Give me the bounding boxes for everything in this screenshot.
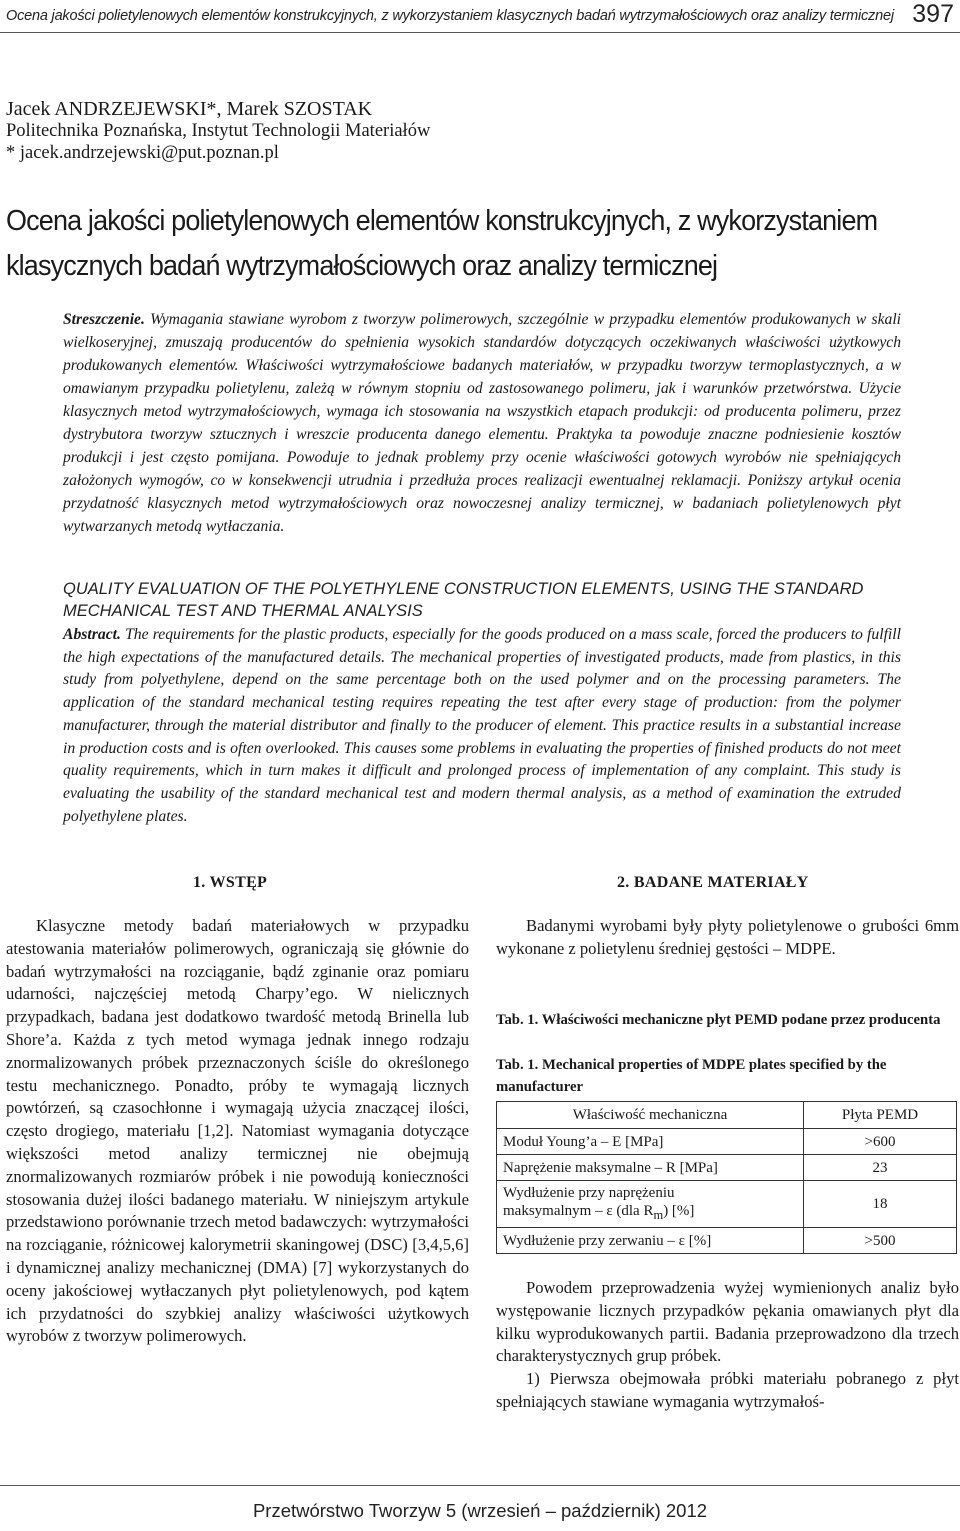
abstract-polish-lead: Streszczenie. (63, 311, 145, 328)
footer-rule (0, 1485, 960, 1486)
property-line1: Wydłużenie przy naprężeniu (503, 1185, 675, 1201)
abstract-english-lead: Abstract. (63, 626, 121, 643)
author-email: * jacek.andrzejewski@put.poznan.pl (6, 143, 279, 163)
abstract-polish-text: Wymagania stawiane wyrobom z tworzyw polimerowych, szczególnie w przypadku elementów produkowanych w skali wielkoseryjnej, zmuszają producentów do spełnienia wysokich standardów dotyczących oczekiwanych właściwości użytkowych produkowanych elementów. Właściwości wytrzymałościowe badanych materiałów, w przypadku tworzyw termoplastycznych, a w omawianym przypadku polietylenu, zależą w równym stopniu od zastosowanego polimeru, jak i warunków przetwórstwa. Użycie klasycznych metod wytrzymałościowych, wymaga ich stosowania na wszystkich etapach produkcji: od producenta polimeru, przez dystrybutora tworzyw sztucznych i wreszcie producenta danego elementu. Praktyka ta powoduje znaczne podniesienie kosztów produkcji i jest często pomijana. Powoduje to jednak problemy przy ocenie właściwości gotowych wyrobów nie spełniających założonych wymogów, co w konsekwencji utrudnia i przedłuża proces realizacji ewentualnej reklamacji. Poniższy artykuł ocenia przydatność klasycznych metod wytrzymałościowych oraz nowoczesnej analizy termicznej, w badaniach polietylenowych płyt wytwarzanych metodą wytłaczania. (63, 311, 901, 535)
introduction-paragraph: Klasyczne metody badań materiałowych w przypadku atestowania materiałów polimerowych, ograniczają się głównie do badań wytrzymałości na rozciąganie, bądź zginanie oraz pomiaru udarności, najczęściej metodą Charpy’ego. W nielicznych przypadkach, badana jest dodatkowo twardość metodą Brinella lub Shore’a. Każda z tych metod wymaga jednak innego rodzaju znormalizowanych próbek przeznaczonych ściśle do określonego testu mechanicznego. Ponadto, próby te wymagają licznych powtórzeń, są czasochłonne i wymagają użycia znaczącej ilości, często drogiego, materiału [1,2]. Natomiast wymagania dotyczące większości metod analizy termicznej nie obejmują znormalizowanych rozmiarów próbek i nie powodują konieczności stosowania dużej ilości badanego materiału. W niniejszym artykule przedstawiono porównanie trzech metod badawczych: wytrzymałości na rozciąganie, różnicowej kalorymetrii skaningowej (DSC) [3,4,5,6] i dynamicznej analizy mechanicznej (DMA) [7] wykorzystanych do oceny jakościowej wytłaczanych płyt polietylenowych, pod kątem ich przydatności do szybkiej analizy właściwości użytkowych wyrobów z tworzyw polimerowych. (6, 916, 469, 1346)
table-caption-polish: Tab. 1. Właściwości mechaniczne płyt PEMD podane przez producenta (496, 1012, 941, 1028)
materials-paragraph-1: Powodem przeprowadzenia wyżej wymienionych analiz było występowanie licznych przypadków pękania omawianych płyt dla kilku wyprodukowanych partii. Badania przeprowadzono dla trzech charakterystycznych grup próbek. (496, 1278, 959, 1366)
materials-paragraph-2: 1) Pierwsza obejmowała próbki materiału pobranego z płyt spełniających stawiane wymagania wytrzymałoś- (496, 1369, 959, 1411)
table-cell-property: Wydłużenie przy zerwaniu – ε [%] (497, 1228, 804, 1254)
header-rule (0, 32, 960, 33)
materials-continued-column (496, 1277, 959, 1414)
property-subscript: m (653, 1208, 664, 1222)
materials-text-column (496, 915, 959, 961)
introduction-text-column (6, 915, 469, 1348)
table-cell-value: >500 (804, 1228, 957, 1254)
property-line2a: maksymalnym – ε (dla R (503, 1203, 654, 1219)
author-block (6, 98, 430, 164)
running-title: Ocena jakości polietylenowych elementów konstrukcyjnych, z wykorzystaniem klasycznych badań wytrzymałościowych oraz analizy termicznej (6, 8, 894, 24)
article-title-line1: Ocena jakości polietylenowych elementów konstrukcyjnych, z wykorzystaniem (6, 205, 878, 237)
table-row (497, 1155, 957, 1181)
page-number: 397 (912, 0, 954, 28)
materials-intro-paragraph: Badanymi wyrobami były płyty polietylenowe o grubości 6mm wykonane z polietylenu średniej gęstości – MDPE. (496, 916, 959, 958)
table-cell-value: >600 (804, 1129, 957, 1155)
property-line2b: ) [%] (663, 1203, 695, 1219)
table-caption-english: Tab. 1. Mechanical properties of MDPE plates specified by the manufacturer (496, 1057, 887, 1095)
abstract-polish (63, 308, 901, 538)
article-title-line2: klasycznych badań wytrzymałościowych oraz analizy termicznej (6, 250, 718, 282)
table-cell-value: 23 (804, 1155, 957, 1181)
section-heading-introduction: 1. WSTĘP (193, 874, 268, 891)
table-cell-property: Naprężenie maksymalne – R [MPa] (497, 1155, 804, 1181)
author-affiliation: Politechnika Poznańska, Instytut Technologii Materiałów (6, 121, 431, 141)
table-header-row (497, 1102, 957, 1129)
article-title (6, 199, 890, 289)
table-row (497, 1129, 957, 1155)
abstract-english (63, 624, 901, 828)
section-heading-materials: 2. BADANE MATERIAŁY (617, 874, 809, 891)
mechanical-properties-table (496, 1101, 957, 1254)
table-row (497, 1228, 957, 1254)
running-header (6, 2, 954, 32)
author-names: Jacek ANDRZEJEWSKI*, Marek SZOSTAK (6, 98, 373, 120)
table-cell-property: Moduł Young’a – E [MPa] (497, 1129, 804, 1155)
journal-footer: Przetwórstwo Tworzyw 5 (wrzesień – październik) 2012 (252, 1500, 708, 1521)
table-row (497, 1181, 957, 1228)
table-header-value: Płyta PEMD (804, 1102, 957, 1129)
english-title: QUALITY EVALUATION OF THE POLYETHYLENE CONSTRUCTION ELEMENTS, USING THE STANDARD MECHANICAL TEST AND THERMAL ANALYSIS (63, 580, 864, 620)
table-header-property: Właściwość mechaniczna (497, 1102, 804, 1129)
abstract-english-text: The requirements for the plastic products, especially for the goods produced on a mass scale, forced the producers to fulfill the high expectations of the manufactured details. The mechanical properties of investigated products, made from plastics, in this study from polyethylene, depend on the same percentage both on the used polymer and on the processing parameters. The application of the standard mechanical testing requires repeating the test after every stage of production: from the polymer manufacturer, through the material distributor and finally to the producer of element. This practice results in a substantial increase in production costs and is often overlooked. This causes some problems in evaluating the properties of finished products do not meet quality requirements, which in turn makes it difficult and prolonged process of implementation of any complaint. This study is evaluating the usability of the standard mechanical test and modern thermal analysis, as a method of examination the extruded polyethylene plates. (63, 626, 901, 825)
table-cell-value: 18 (804, 1181, 957, 1228)
table-cell-property (497, 1181, 804, 1228)
